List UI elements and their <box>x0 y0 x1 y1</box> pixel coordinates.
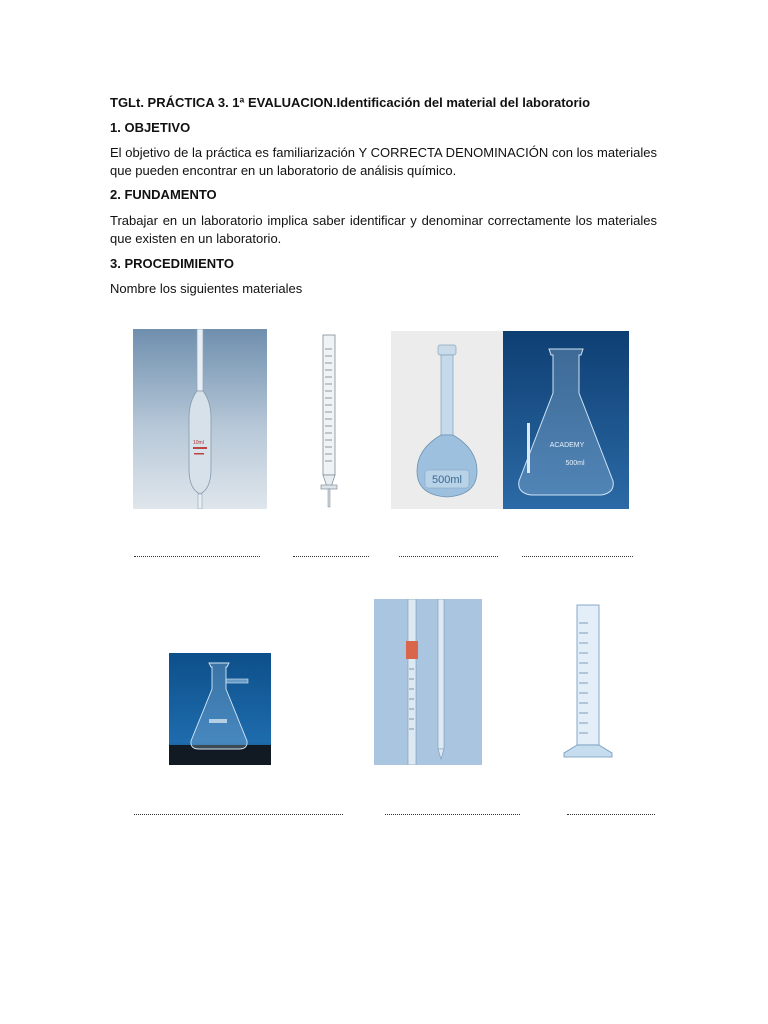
svg-text:10ml: 10ml <box>193 440 204 446</box>
volumetric-pipette-image <box>133 329 267 509</box>
section-objetivo-heading: 1. OBJETIVO <box>110 120 191 135</box>
volumetric-flask-image <box>391 331 503 509</box>
section-objetivo-text: El objetivo de la práctica es familiarización Y CORRECTA DENOMINACIÓN con los materiales que pueden encontrar en un laboratorio de análisis químico. <box>110 145 657 178</box>
volumetric-flask-icon <box>391 331 503 509</box>
answer-blank-4[interactable] <box>522 556 633 557</box>
kitasato-flask-icon <box>169 653 271 765</box>
section-fundamento-text: Trabajar en un laboratorio implica saber identificar y denominar correctamente los materiales que existen en un laboratorio. <box>110 213 657 246</box>
erlenmeyer-flask-icon <box>503 331 629 509</box>
answer-blank-1[interactable] <box>134 556 260 557</box>
graduated-cylinder-icon <box>560 603 616 761</box>
volumetric-flask-label: 500ml <box>432 474 462 486</box>
erlenmeyer-brand-label: ACADEMY <box>549 442 585 449</box>
section-fundamento-heading: 2. FUNDAMENTO <box>110 187 217 202</box>
answer-blank-2[interactable] <box>293 556 369 557</box>
answer-blank-7[interactable] <box>567 814 655 815</box>
answer-blank-3[interactable] <box>399 556 498 557</box>
section-procedimiento-heading: 3. PROCEDIMIENTO <box>110 256 235 271</box>
volumetric-pipette-icon <box>133 329 267 509</box>
answer-blank-5[interactable] <box>134 814 343 815</box>
graduated-pipette-image <box>374 599 482 765</box>
erlenmeyer-volume-label: 500ml <box>565 460 585 467</box>
section-procedimiento-text: Nombre los siguientes materiales <box>110 281 303 296</box>
burette-icon <box>305 329 355 509</box>
graduated-cylinder-image <box>560 603 616 761</box>
kitasato-flask-image <box>169 653 271 765</box>
graduated-pipette-icon <box>374 599 482 765</box>
burette-image <box>305 329 355 509</box>
erlenmeyer-flask-image <box>503 331 629 509</box>
document-title: TGLt. PRÁCTICA 3. 1ª EVALUACION.Identificación del material del laboratorio <box>110 95 591 110</box>
answer-blank-6[interactable] <box>385 814 520 815</box>
